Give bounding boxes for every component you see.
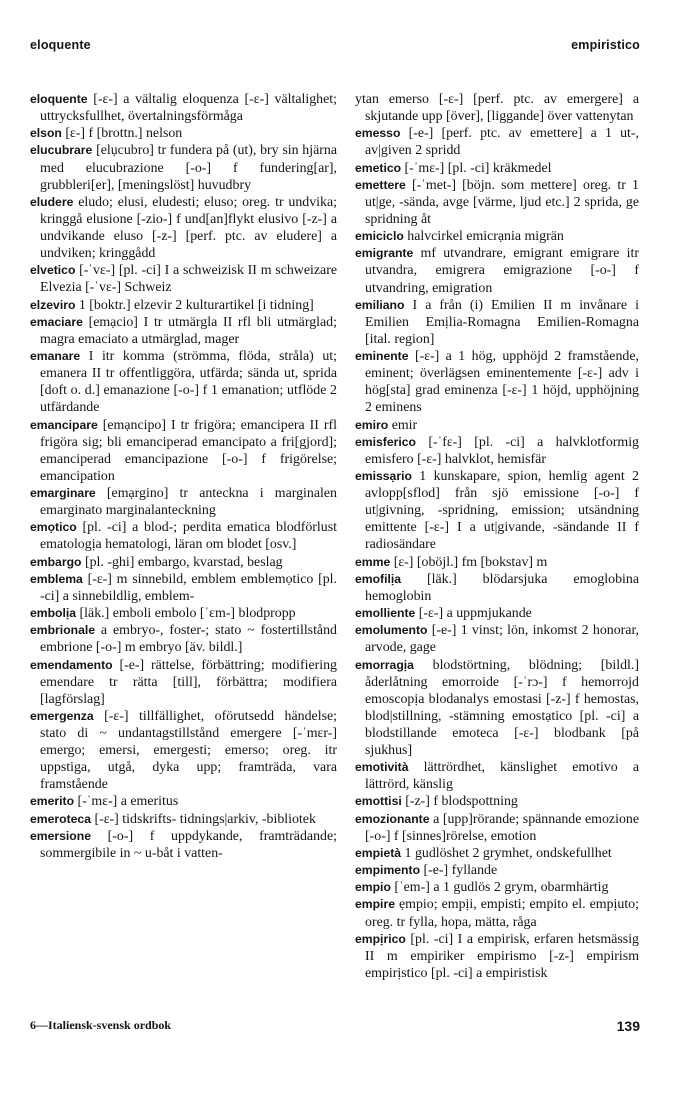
headword: empire [355,897,395,912]
headword: emiliano [355,297,405,312]
definition: [-ˈmɛ-] a emeritus [77,794,179,810]
headword: emendamento [30,657,113,672]
headword: embolịa [30,606,77,621]
dictionary-entry [30,125,337,142]
headword: emarginare [30,486,96,500]
definition: a [upp]rörande; spännande emozione [-o-] f [sinnes]rörelse, emotion [365,811,639,844]
dictionary-entry [30,91,337,125]
dictionary-entry [355,657,639,760]
dictionary-entry [355,245,639,296]
headword: emofilịa [355,571,402,586]
dictionary-entry [355,434,639,468]
definition: [läk.] emboli embolo [ˈɛm-] blodpropp [79,606,296,622]
definition: [-e-] 1 vinst; lön, inkomst 2 honorar, arvode, gage [365,623,639,656]
dictionary-entry [355,91,639,125]
dictionary-entry [30,262,337,296]
dictionary-entry [355,125,639,159]
page-number: 139 [616,1018,640,1034]
headword: emetico [355,160,402,175]
headword: emeroteca [30,811,91,826]
headword: emottisi [355,794,402,809]
definition: [-ɛ-] tillfällighet, oförutsedd händelse; stato di ~ undantagstillstånd emergere [-ˈmɛr-] emergo; emersi, emergesti; emerso; oreg. itr uppstiga, utgå, dyka upp; framträda, vara framstående [40,708,337,793]
definition: 1 [boktr.] elzevir 2 kulturartikel [i tidning] [78,297,314,313]
definition: mf utvandrare, emigrant emigrare itr utvandra, emigrera emigrazione [-o-] f utvandring, emigration [365,246,639,296]
dictionary-entry [355,297,639,348]
dictionary-entry [355,622,639,656]
headword: elvetico [30,263,76,278]
headword: emergenza [30,708,94,723]
definition: ytan emerso [-ɛ-] [perf. ptc. av emergere] a skjutande upp [över], [liggande] över vattenytan [355,92,639,125]
dictionary-column-right [355,91,639,982]
headword: emersione [30,828,91,843]
definition: halvcirkel emicrạnia migrän [407,229,564,245]
headword: elzeviro [30,297,76,312]
dictionary-entry [355,759,639,793]
headword: emolumento [355,623,428,638]
headword: emolliente [355,606,416,621]
definition: [ɛ-] [oböjl.] fm [bokstav] m [393,554,548,570]
dictionary-entry [355,605,639,622]
definition: [-ɛ-] m sinnebild, emblem emblemọtico [pl. -ci] a sinnebildlig, emblem- [40,571,337,604]
headword: empietà [355,845,402,860]
dictionary-entry [355,417,639,434]
dictionary-entry [355,468,639,553]
definition: [pl. -ghi] embargo, kvarstad, beslag [84,554,283,570]
dictionary-entry [30,142,337,193]
headword: elson [30,126,62,141]
headword: emissạrio [355,469,412,483]
headword: eludere [30,194,74,209]
definition: [-z-] f blodspottning [405,794,518,810]
dictionary-entry [30,605,337,622]
definition: [ˈem-] a 1 gudlös 2 grym, obarmhärtig [394,880,609,896]
headword: emọtico [30,520,77,535]
dictionary-entry [355,811,639,845]
dictionary-entry [355,845,639,862]
definition: blodstörtning, blödning; [bildl.] åderlåtning emorroide [-ˈrɔ-] f hemorrojd emoscopịa blodanalys emostasi [-z-] f hemostas, blod|stillning, -stämning emostạtico [pl. -ci] a blodstillande emoteca [-ɛ-] blodbank [på sjukhus] [365,657,639,758]
headword: emme [355,554,391,569]
dictionary-entry [30,194,337,262]
definition: [-ɛ-] a uppmjukande [418,606,532,622]
definition: a embryo-, foster-; stato ~ fostertillstånd embrione [-o-] m embryo [äv. bildl.] [40,623,337,656]
dictionary-entry [355,228,639,245]
dictionary-entry [355,931,639,982]
definition: [emạncipo] I tr frigöra; emancipera II rfl frigöra sig; bli emanciperad emancipato a fri[gjord]; emanciperad emancipazione [-o-] f frigörelse; emancipation [40,417,337,484]
definition: [läk.] blödarsjuka emoglobina hemoglobin [365,571,639,604]
definition: [elụcubro] tr fundera på (ut), bry sin hjärna med elucubrazione [-o-] f fundering[ar], grubbleri[er], [meningslöst] huvudbry [40,143,337,193]
dictionary-entry [355,879,639,896]
headword: embrionale [30,623,96,638]
headword: emaciare [30,314,83,329]
definition: 1 kunskapare, spion, hemlig agent 2 avlopp[sflod] från sjö emissione [-o-] f ut|givning, -spridning, emission; utsändning emittente [-ɛ-] I a ut|givande, -sändande II f radiosändare [365,469,639,553]
headword: emotività [355,760,409,775]
definition: [pl. -ci] I a empirisk, erfaren hetsmässig II m empiriker empirismo [-z-] empirism empirịstico [pl. -ci] a empiristisk [365,931,639,981]
dictionary-entry [30,708,337,793]
dictionary-entry [30,657,337,708]
dictionary-entry [355,160,639,177]
printer-signature: 6—Italiensk-svensk ordbok [30,1018,172,1032]
headword: emozionante [355,811,430,826]
dictionary-entry [30,519,337,553]
headword: emettere [355,177,406,192]
headword: emigrante [355,246,414,261]
headword: emisferico [355,434,416,449]
definition: ẹmpio; empịi, empisti; empito el. empịuto; oreg. tr fylla, hopa, mätta, råga [365,897,639,930]
definition: lättrördhet, känslighet emotivo a lättrörd, känslig [365,760,639,793]
dictionary-entry [355,177,639,228]
dictionary-entry [355,348,639,416]
definition: [-o-] f uppdykande, framträdande; sommergibile in ~ u-båt i vatten- [40,828,337,861]
dictionary-entry [30,314,337,348]
headword: emblema [30,571,83,586]
definition: [-ˈfɛ-] [pl. -ci] a halvklotformig emisfero [-ɛ-] halvklot, hemisfär [365,434,639,467]
dictionary-entry [30,297,337,314]
dictionary-entry [30,571,337,605]
dictionary-entry [30,485,337,519]
running-head-right: empiristico [571,38,640,52]
running-head-left: eloquente [30,38,91,52]
headword: empịrico [355,931,406,946]
definition: I itr komma (strömma, flöda, stråla) ut; emanera II tr offentliggöra, utfärda; sända ut, sprida [doft o. d.] emanazione [-o-] f 1 emanation; utflöde 2 utfärdande [40,349,337,416]
definition: [emạrgino] tr anteckna i marginalen emarginato marginalanteckning [40,486,337,519]
headword: eminente [355,349,409,364]
dictionary-entry [355,862,639,879]
dictionary-entry [30,622,337,656]
headword: emancipare [30,417,98,432]
definition: [pl. -ci] a blod-; perdita ematica blodförlust ematologịa hematologi, läran om blodet [osv.] [40,520,337,553]
headword: empio [355,880,391,895]
dictionary-entry [355,896,639,930]
definition: emir [391,417,418,433]
dictionary-entry [30,348,337,416]
definition: [-ɛ-] a 1 hög, upphöjd 2 framstående, eminent; överlägsen eminentemente [-ɛ-] adv i hög[sta] grad eminenza [-ɛ-] 1 höjd, upphöjning 2 eminens [365,349,639,416]
definition: [ɛ-] f [brottn.] nelson [65,126,183,142]
dictionary-column-left [30,91,337,862]
definition: [-ˈmet-] [böjn. som mettere] oreg. tr 1 ut|ge, -sända, avge [värme, ljud etc.] 2 sprida, ge spridning åt [365,177,639,227]
definition: [-ˈmɛ-] [pl. -ci] kräkmedel [404,160,552,176]
definition: [-e-] fyllande [423,863,498,879]
headword: emanare [30,349,81,364]
definition: [-e-] [perf. ptc. av emettere] a 1 ut-, av|given 2 spridd [365,126,639,159]
headword: eloquente [30,92,88,106]
definition: [-ɛ-] a vältalig eloquenza [-ɛ-] vältalighet; uttrycksfullhet, övertalningsförmåga [40,92,337,125]
headword: elucubrare [30,143,93,158]
dictionary-entry [30,793,337,810]
definition: I a från (i) Emilien II m invånare i Emilien Emịlia-Romagna Emilien-Romagna [ital. region] [365,297,639,347]
dictionary-entry [355,793,639,810]
definition: [emạcio] I tr utmärgla II rfl bli utmärglad; magra emaciato a utmärglad, mager [40,314,337,347]
dictionary-entry [355,554,639,571]
definition: [-ɛ-] tidskrifts- tidnings|arkiv, -bibliotek [94,811,316,827]
dictionary-entry [355,571,639,605]
headword: empimento [355,863,421,878]
headword: emerito [30,794,75,809]
definition: [-e-] rättelse, förbättring; modifiering emendare tr rätta [till], förbättra; modifiera [lagförslag] [40,657,337,707]
headword: emesso [355,126,401,141]
definition: eludo; elusi, eludesti; eluso; oreg. tr undvika; kringgå elusione [-zio-] f und[an]flykt elusivo [-z-] a undvikande eluso [-z-] [perf. ptc. av eludere] a undviken; kringgådd [40,194,337,262]
headword: embargo [30,554,82,569]
definition: [-ˈvɛ-] [pl. -ci] I a schweizisk II m schweizare Elvezia [-ˈvɛ-] Schweiz [40,263,337,296]
definition: 1 gudlöshet 2 grymhet, ondskefullhet [404,845,612,861]
headword: emorragịa [355,657,414,672]
dictionary-entry [30,828,337,862]
headword: emiciclo [355,229,404,244]
dictionary-entry [30,417,337,485]
dictionary-entry [30,554,337,571]
headword: emiro [355,417,389,432]
dictionary-entry [30,811,337,828]
